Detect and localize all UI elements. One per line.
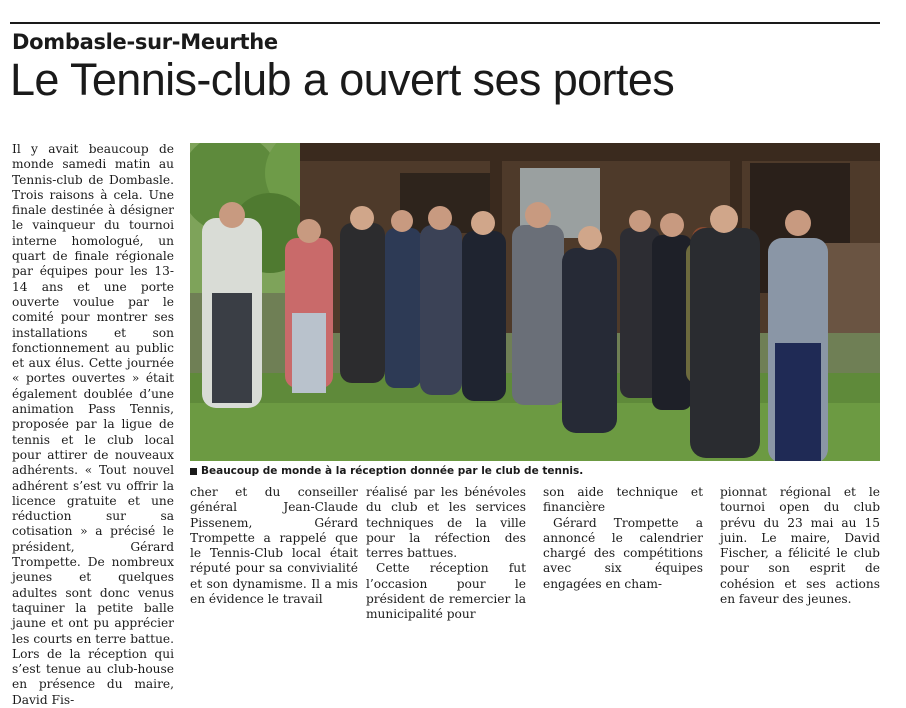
caption-square-icon [190, 468, 197, 475]
group-photo-illustration [190, 143, 880, 461]
article-photo [190, 143, 880, 461]
article-headline: Le Tennis-club a ouvert ses portes [10, 54, 675, 105]
article-column-3 [366, 485, 526, 623]
caption-text: Beaucoup de monde à la réception donnée par le club de tennis. [201, 465, 584, 477]
article-column-2 [190, 485, 358, 607]
article-kicker: Dombasle-sur-Meurthe [12, 30, 278, 54]
photo-caption [190, 465, 583, 477]
paragraph-5: pionnat régional et le tournoi open du club prévu du 23 mai au 15 juin. Le maire, David Fischer, a félicité le club pour son esprit de cohésion et ses actions en faveur des jeunes. [720, 485, 880, 607]
article-column-4 [543, 485, 703, 592]
article-column-1 [12, 142, 174, 708]
top-rule [10, 22, 880, 24]
paragraph-4b: Gérard Trompette a annoncé le calendrier chargé des compétitions avec six équipes engagées en cham- [543, 515, 703, 591]
paragraph-1: Il y avait beaucoup de monde samedi matin au Tennis-club de Dombasle. Trois raisons à cela. Une finale destinée à désigner le vainqueur du tournoi interne homologué, un quart de finale régionale par équipes pour les 13-14 ans et une porte ouverte voulue par le comité pour montrer ses installations et son fonctionnement au public et aux élus. Cette journée « portes ouvertes » était également doublée d’une animation Pass Tennis, proposée par la ligue de tennis et le club local pour attirer de nouveaux adhérents. « Tout nouvel adhérent s’est vu offrir la licence gratuite et une réduction sur sa cotisation » a précisé le président, Gérard Trompette. De nombreux jeunes et quelques adultes sont donc venus taquiner la petite balle jaune et ont pu apprécier les courts en terre battue. Lors de la réception qui s’est tenue au club-house en présence du maire, David Fis- [12, 142, 174, 707]
paragraph-3a: réalisé par les bénévoles du club et les services techniques de la ville pour la réfection des terres battues. [366, 485, 526, 561]
paragraph-2: cher et du conseiller général Jean-Claude Pissenem, Gérard Trompette a rappelé que le Tennis-Club local était réputé pour sa convivialité et son dynamisme. Il a mis en évidence le travail [190, 485, 358, 607]
paragraph-4a: son aide technique et financière [543, 485, 703, 515]
article-column-5 [720, 485, 880, 607]
paragraph-3b: Cette réception fut l’occasion pour le président de remercier la municipalité pour [366, 561, 526, 622]
